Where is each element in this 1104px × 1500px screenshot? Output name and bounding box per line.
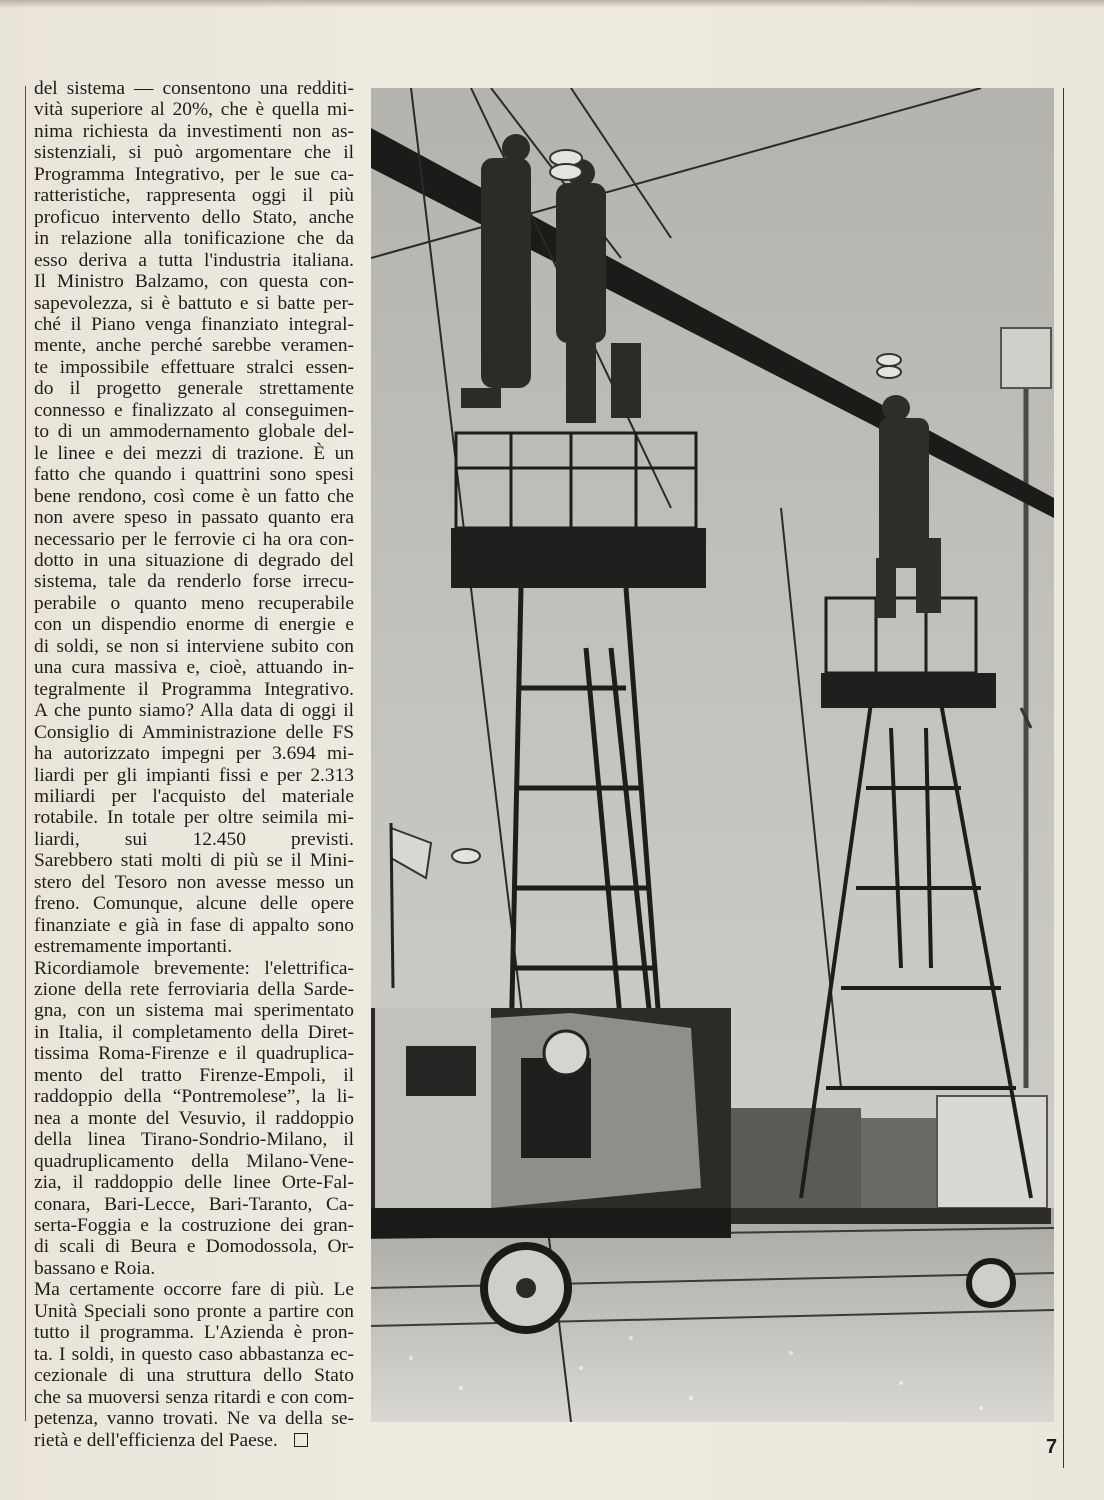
- article-line: sistenziali, si può argomentare che il: [34, 142, 354, 164]
- article-line: del sistema — consentono una redditi-: [34, 78, 354, 99]
- article-line: serta-Foggia e la costruzione dei gran-: [34, 1215, 354, 1237]
- article-line: to di un ammodernamento globale del-: [34, 421, 354, 443]
- article-line: che sa muoversi senza ritardi e con com-: [34, 1386, 354, 1408]
- article-line: gna, con un sistema mai sperimentato: [34, 1000, 354, 1022]
- article-line: Sarebbero stati molti di più se il Mini-: [34, 850, 354, 872]
- article-line: liardi per gli impianti fissi e per 2.313: [34, 764, 354, 786]
- article-photo: [371, 88, 1054, 1422]
- article-line: mente, anche perché sarebbe veramen-: [34, 335, 354, 357]
- article-line: ha autorizzato impegni per 3.694 mi-: [34, 743, 354, 765]
- article-line: connesso e finalizzato al conseguimen-: [34, 399, 354, 421]
- article-line: di scali di Beura e Domodossola, Or-: [34, 1236, 354, 1258]
- article-line: miliardi per l'acquisto del materiale: [34, 785, 354, 807]
- article-line: in Italia, il completamento della Diret-: [34, 1021, 354, 1043]
- page-top-shadow: [0, 0, 1104, 8]
- article-line: tutto il programma. L'Azienda è pron-: [34, 1322, 354, 1344]
- article-line: te impossibile effettuare stralci essen-: [34, 356, 354, 378]
- article-line: Unità Speciali sono pronte a partire con: [34, 1300, 354, 1322]
- article-line: della linea Tirano-Sondrio-Milano, il: [34, 1129, 354, 1151]
- article-line: A che punto siamo? Alla data di oggi il: [34, 700, 354, 722]
- end-of-article-mark: [294, 1433, 308, 1447]
- article-line: una cura massiva e, cioè, attuando in-: [34, 657, 354, 679]
- article-line: estremamente importanti.: [34, 936, 233, 958]
- article-line: Il Ministro Balzamo, con questa con-: [34, 271, 354, 293]
- ground: [371, 1208, 1054, 1422]
- article-line: non avere speso in passato quanto era: [34, 507, 354, 529]
- article-line: nima richiesta da investimenti non as-: [34, 120, 354, 142]
- article-text-column: [34, 78, 354, 1451]
- article-line: quadruplicamento della Milano-Vene-: [34, 1150, 354, 1172]
- article-line: mento del tratto Firenze-Empoli, il: [34, 1064, 354, 1086]
- article-line: ta. I soldi, in questo caso abbastanza ec-: [34, 1343, 354, 1365]
- article-line: Ma certamente occorre fare di più. Le: [34, 1279, 354, 1301]
- article-line: zione della rete ferroviaria della Sarde-: [34, 979, 354, 1001]
- right-page-rule: [1063, 88, 1064, 1468]
- article-line: do il progetto generale strettamente: [34, 378, 354, 400]
- article-line: Ricordiamole brevemente: l'elettrifica-: [34, 957, 354, 979]
- article-line: nea a monte del Vesuvio, il raddoppio: [34, 1107, 354, 1129]
- article-line: proficuo intervento dello Stato, anche: [34, 206, 354, 228]
- article-line: esso deriva a tutta l'industria italiana.: [34, 249, 354, 271]
- article-line: le linee e dei mezzi di trazione. È un: [34, 442, 354, 464]
- article-line: bassano e Roia.: [34, 1257, 156, 1279]
- article-line: tegralmente il Programma Integrativo.: [34, 678, 354, 700]
- article-line: Consiglio di Amministrazione delle FS: [34, 721, 354, 743]
- article-line: conara, Bari-Lecce, Bari-Taranto, Ca-: [34, 1193, 354, 1215]
- article-line: dotto in una situazione di degrado del: [34, 549, 354, 571]
- page-number: 7: [1046, 1436, 1058, 1458]
- article-line: zia, il raddoppio delle linee Orte-Fal-: [34, 1172, 354, 1194]
- article-line: perabile o quanto meno recuperabile: [34, 592, 354, 614]
- article-line: Programma Integrativo, per le sue ca-: [34, 163, 354, 185]
- article-line: rotabile. In totale per oltre seimila mi-: [34, 807, 354, 829]
- article-line: ché il Piano venga finanziato integral-: [34, 313, 354, 335]
- article-line: necessario per le ferrovie ci ha ora con-: [34, 528, 354, 550]
- article-line: sistema, tale da renderlo forse irrecu-: [34, 571, 354, 593]
- article-line: stero del Tesoro non avesse messo un: [34, 871, 354, 893]
- left-column-rule: [25, 86, 26, 1421]
- railway-maintenance-photo: [371, 88, 1054, 1422]
- article-line: tissima Roma-Firenze e il quadruplica-: [34, 1043, 354, 1065]
- article-line: ratteristiche, rappresenta oggi il più: [34, 185, 354, 207]
- article-line: freno. Comunque, alcune delle opere: [34, 893, 354, 915]
- article-line: vità superiore al 20%, che è quella mi-: [34, 99, 354, 121]
- article-line: petenza, vanno trovati. Ne va della se-: [34, 1408, 354, 1430]
- article-line: raddoppio della “Pontremolese”, la li-: [34, 1086, 354, 1108]
- article-line: in relazione alla tonificazione che da: [34, 228, 354, 250]
- article-line: finanziate e già in fase di appalto sono: [34, 914, 354, 936]
- article-line: fatto che quando i quattrini sono spesi: [34, 464, 354, 486]
- article-line: bene rendono, così come è un fatto che: [34, 485, 354, 507]
- article-line: sapevolezza, si è battuto e si batte per-: [34, 292, 354, 314]
- article-line: liardi, sui 12.450 previsti.: [34, 828, 354, 850]
- article-line: di soldi, se non si interviene subito con: [34, 635, 354, 657]
- flag-pole: [391, 823, 393, 988]
- article-line: rietà e dell'efficienza del Paese.: [34, 1430, 354, 1451]
- article-line: con un dispendio enorme di energie e: [34, 614, 354, 636]
- article-line: cezionale di una struttura dello Stato: [34, 1365, 354, 1387]
